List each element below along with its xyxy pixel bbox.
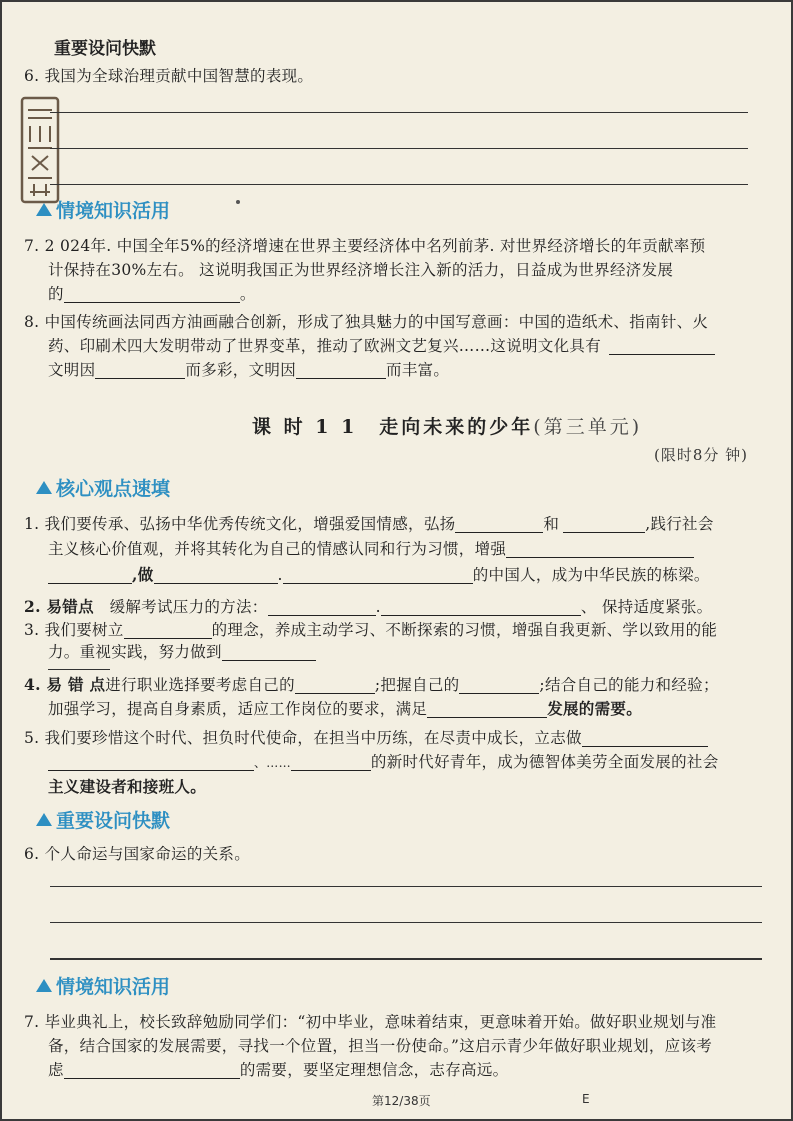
bottom-q7-line1: 7. 毕业典礼上，校长致辞勉励同学们：“初中毕业，意味着结束，更意味着开始。做好职业规划与准 [24, 1013, 717, 1031]
blank-field[interactable] [48, 753, 254, 771]
section-situational-bottom [36, 972, 170, 999]
core-q1-line2 [48, 537, 694, 562]
bottom-q7-line2: 备，结合国家的发展需要，寻找一个位置，担当一份使命。”这启示青少年做好职业规划，应该考 [48, 1037, 713, 1055]
core-q1-line3 [48, 562, 710, 588]
bottom-q7-line3 [48, 1058, 508, 1083]
question-8-line2 [48, 334, 715, 359]
blank-field[interactable] [64, 285, 240, 303]
text: 的需要，要坚定理想信念，志存高远。 [239, 1061, 509, 1079]
answer-line[interactable] [50, 184, 748, 185]
blank-field[interactable] [268, 598, 376, 616]
text: 虑 [48, 1061, 64, 1079]
ink-speck [236, 200, 240, 204]
question-7-line2: 计保持在30%左右。 这说明我国正为世界经济增长注入新的活力，日益成为世界经济发展 [48, 261, 674, 279]
core-q5-line2 [48, 750, 719, 776]
text: 的理念，养成主动学习、不断探索的习惯，增强自我更新、学以致用的能 [211, 621, 718, 639]
section-title: 核心观点速填 [56, 478, 171, 500]
text: ,践行社会 [645, 515, 714, 533]
blank-field[interactable] [283, 566, 473, 584]
core-q5-line1 [24, 726, 708, 751]
core-q4-line2 [48, 696, 642, 722]
answer-line[interactable] [50, 958, 762, 960]
section-title: 情境知识活用 [56, 200, 171, 222]
error-prone-label: 2. 易错点 [24, 597, 94, 616]
text: 3. 我们要树立 [24, 621, 124, 639]
answer-line[interactable] [50, 112, 748, 113]
triangle-icon [36, 481, 52, 494]
text: 1. 我们要传承、弘扬中华优秀传统文化，增强爱国情感，弘扬 [24, 515, 456, 533]
core-q2 [24, 594, 712, 620]
text: ,做 [132, 565, 154, 584]
blank-field[interactable] [427, 700, 547, 718]
text: . [375, 598, 381, 616]
error-prone-label: 4. 易 错 点 [24, 675, 106, 694]
text: 、…… [254, 756, 291, 770]
blank-field[interactable] [124, 621, 212, 639]
answer-line[interactable] [50, 148, 748, 149]
blank-field[interactable] [381, 598, 581, 616]
text: 和 [543, 515, 560, 533]
section-important-bottom [36, 806, 170, 833]
question-7-line3 [48, 282, 256, 307]
text: 文明因 [48, 361, 96, 379]
blank-field[interactable] [154, 566, 278, 584]
core-q5-line3: 主义建设者和接班人。 [48, 777, 207, 796]
core-q1-line1 [24, 512, 714, 537]
answer-line[interactable] [50, 886, 762, 887]
blank-field[interactable] [295, 676, 375, 694]
question-7-line1: 7. 2 024年. 中国全年5%的经济增速在世界主要经济体中名列前茅. 对世界经济增长的年贡献率预 [24, 237, 706, 255]
section-title: 重要设问快默 [56, 810, 171, 832]
question-8-line1: 8. 中国传统画法同西方油画融合创新，形成了独具魅力的中国写意画：中国的造纸术、指南针、火 [24, 313, 709, 331]
text: 进行职业选择要考虑自己的 [105, 676, 295, 694]
text: . [277, 566, 283, 584]
text: ;结合自己的能力和经验； [539, 676, 719, 694]
text: 的中国人，成为中华民族的栋梁。 [472, 566, 710, 584]
blank-field[interactable] [48, 566, 132, 584]
question-6-bottom: 6. 个人命运与国家命运的关系。 [24, 845, 251, 863]
question-8-line3 [48, 358, 449, 383]
important-questions-heading: 重要设问快默 [54, 39, 156, 59]
section-situational-top [36, 196, 170, 223]
blank-field[interactable] [455, 515, 543, 533]
text: 。 [239, 285, 256, 303]
answer-line[interactable] [48, 669, 110, 670]
text: 药、印刷术四大发明带动了世界变革，推动了欧洲文艺复兴……这说明文化具有 [48, 337, 602, 355]
blank-field[interactable] [459, 676, 539, 694]
blank-field[interactable] [506, 540, 694, 558]
question-6-top: 6. 我国为全球治理贡献中国智慧的表现。 [24, 67, 314, 85]
section-title: 情境知识活用 [56, 976, 171, 998]
text: 的 [48, 285, 64, 303]
text: 而多彩，文明因 [185, 361, 297, 379]
text: ;把握自己的 [374, 676, 460, 694]
blank-field[interactable] [222, 643, 316, 661]
blank-field[interactable] [609, 337, 715, 355]
blank-field[interactable] [64, 1061, 240, 1079]
blank-field[interactable] [291, 753, 371, 771]
text: 、 [580, 598, 597, 616]
lesson-title-text: 课 时 1 1 走向未来的少年 [252, 416, 534, 438]
lesson-title [252, 412, 642, 439]
triangle-icon [36, 813, 52, 826]
triangle-icon [36, 203, 52, 216]
answer-line[interactable] [50, 922, 762, 923]
blank-field[interactable] [563, 515, 645, 533]
footer-mark: E [582, 1092, 590, 1106]
text: 主义核心价值观，并将其转化为自己的情感认同和行为习惯，增强 [48, 540, 507, 558]
core-q3-line2 [48, 640, 316, 665]
time-limit: (限时8分 钟) [654, 446, 749, 464]
blank-field[interactable] [296, 361, 386, 379]
blank-field[interactable] [582, 729, 708, 747]
text: 5. 我们要珍惜这个时代、担负时代使命，在担当中历练，在尽责中成长，立志做 [24, 729, 582, 747]
triangle-icon [36, 979, 52, 992]
text: 而丰富。 [386, 361, 450, 379]
text: 的新时代好青年，成为德智体美劳全面发展的社会 [370, 753, 719, 771]
text: 缓解考试压力的方法： [109, 598, 268, 616]
text: 保持适度紧张。 [601, 598, 713, 616]
lesson-subtitle: (第三单元) [533, 416, 643, 438]
text: 力。重视实践，努力做到 [48, 643, 222, 661]
text: 发展的需要。 [547, 699, 643, 718]
section-core [36, 474, 170, 501]
blank-field[interactable] [95, 361, 185, 379]
text: 加强学习，提高自身素质，适应工作岗位的要求，满足 [48, 700, 428, 718]
page-number: 第12/38页 [372, 1094, 431, 1108]
core-q4-line1 [24, 672, 719, 698]
